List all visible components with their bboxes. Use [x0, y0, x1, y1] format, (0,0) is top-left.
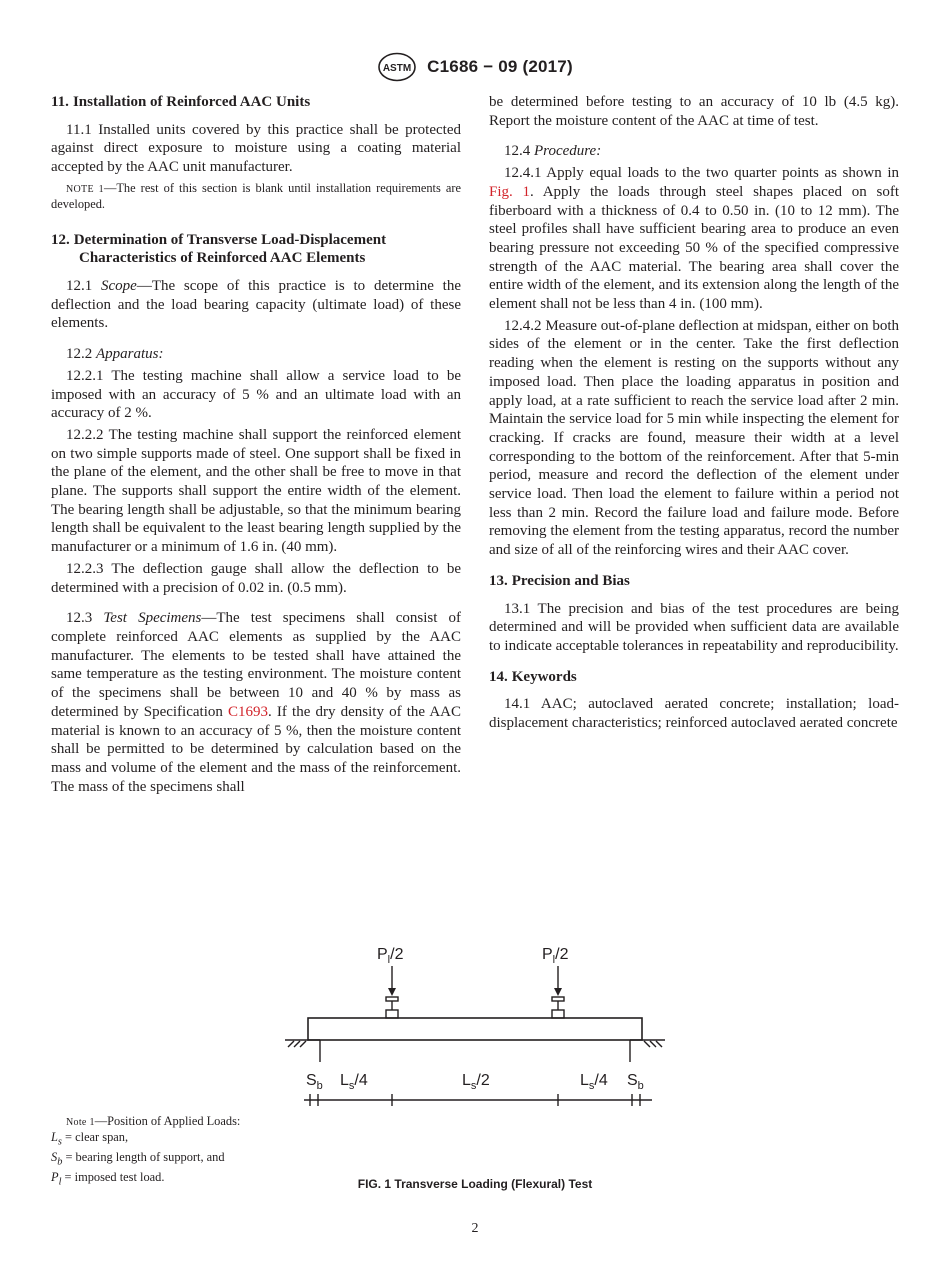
load-arrow-right	[552, 966, 564, 1018]
c1693-link[interactable]: C1693	[228, 703, 269, 720]
right-column	[489, 93, 899, 736]
load-label-left: $P_l/2$	[377, 946, 404, 966]
transverse-loading-diagram	[280, 940, 670, 1110]
dim-label-sb-left: $S_b$	[306, 1072, 323, 1092]
para-12-2: 12.2 Apparatus:	[66, 346, 164, 363]
para-14-1: 14.1 AAC; autoclaved aerated concrete; installation; load-displacement characteristics; reinforced autoclaved aerated concrete	[489, 696, 899, 732]
dim-label-ls4-right: $L_s/4$	[580, 1072, 608, 1092]
page-number: 2	[471, 1221, 479, 1236]
section-14-heading: 14. Keywords	[489, 668, 577, 685]
support-left	[285, 1040, 320, 1062]
dim-label-ls4-left: $L_s/4$	[340, 1072, 368, 1092]
note-11: NOTE 1—The rest of this section is blank until installation requirements are developed.	[51, 180, 461, 212]
para-12-4-1: 12.4.1 Apply equal loads to the two quarter points as shown in Fig. 1. Apply the loads through steel shapes placed on soft fiberboard with a thickness of 0.4 to 0.50 in. (10 to 12 mm). The steel profiles shall have sufficient bearing area to produce an even bearing pressure not exceeding 50 % of the specified compressive strength of the AAC material. The bearing area shall cover the entire width of the element, and its extension along the length of the element shall not be less than 4 in. (100 mm).	[489, 165, 899, 313]
para-13-1: 13.1 The precision and bias of the test procedures are being determined and will be provided when sufficient data are available to indicate acceptable tolerances in repeatability and reproducibility.	[489, 600, 899, 654]
dimension-line	[304, 1094, 652, 1106]
figure-note: Note 1—Position of Applied Loads: $L_s$ = clear span, $S_b$ = bearing length of support, and $P_l$ = imposed test load.	[51, 1114, 241, 1188]
para-12-4: 12.4 Procedure:	[504, 143, 602, 160]
load-label-right: $P_l/2$	[542, 946, 569, 966]
left-column	[51, 93, 461, 799]
page-header	[0, 52, 950, 86]
para-12-4-2: 12.4.2 Measure out-of-plane deflection at midspan, either on both sides of the element or in the center. Take the first deflection reading when the element is resting on the supports without any imposed load. Then place the loading apparatus in position and apply load, at a rate sufficient to reach the service load after 2 min. Maintain the service load for 5 min while inspecting the element for cracking. If cracks are found, measure their width at a level corresponding to the bottom of the reinforcement. After that 5-min period, measure and record the deflection of the element under service load. Then load the element to failure within a period not less than 2 min. Record the failure load and failure mode. Before removing the element from the testing apparatus, record the number and size of all of the reinforcing wires and their AAC cover.	[489, 317, 899, 559]
figure-caption: FIG. 1 Transverse Loading (Flexural) Test	[357, 1177, 593, 1191]
fig-1-link[interactable]: Fig. 1	[489, 183, 531, 200]
para-12-3-cont: be determined before testing to an accuracy of 10 lb (4.5 kg). Report the moisture content of the AAC at time of test.	[489, 94, 899, 129]
section-11-heading: 11. Installation of Reinforced AAC Units	[51, 94, 311, 110]
dim-label-ls2: $L_s/2$	[462, 1072, 490, 1092]
support-right	[630, 1040, 665, 1062]
para-12-2-2: 12.2.2 The testing machine shall support the reinforced element on two simple supports made of steel. One support shall be fixed in the plane of the element, and the other shall be free to move in that plane. The supports shall support the entire width of the element. The bearing length shall be adjustable, so that the minimum bearing length shall be equivalent to the least bearing length supplied by the manufacturer or a minimum of 1.6 in. (40 mm).	[51, 426, 461, 556]
aac-element-beam	[308, 1018, 642, 1040]
para-12-2-1: 12.2.1 The testing machine shall allow a service load to be imposed with an accuracy of 5 % and an ultimate load with an accuracy of 2 %.	[51, 367, 461, 422]
para-12-1: 12.1 Scope—The scope of this practice is to determine the deflection and the load bearing capacity (ultimate load) of these elements.	[51, 278, 461, 332]
para-12-3: 12.3 Test Specimens—The test specimens shall consist of complete reinforced AAC elements as supplied by the AAC manufacturer. The elements to be tested shall have attained the same temperature as the testing environment. The moisture content of the specimens shall be between 10 and 40 % by mass as determined by Specification C1693. If the dry density of the AAC material is known to an accuracy of 5 %, then the moisture content shall be permitted to be determined by calculation based on the mass and volume of the element and the mass of the reinforcement. The mass of the specimens shall	[51, 610, 462, 795]
astm-logo-icon	[377, 52, 417, 82]
section-13-heading: 13. Precision and Bias	[489, 572, 630, 589]
dim-label-sb-right: $S_b$	[627, 1072, 644, 1092]
svg-text:ASTM: ASTM	[383, 63, 412, 74]
para-11-1: 11.1 Installed units covered by this practice shall be protected against direct exposure to moisture using a coating material accepted by the AAC unit manufacturer.	[51, 121, 461, 176]
document-designation: C1686 − 09 (2017)	[427, 57, 573, 76]
section-12-heading: 12. Determination of Transverse Load-Displacement Characteristics of Reinforced AAC Elements	[51, 231, 387, 267]
load-arrow-left	[386, 966, 398, 1018]
para-12-2-3: 12.2.3 The deflection gauge shall allow the deflection to be determined with a precision of 0.02 in. (0.5 mm).	[51, 560, 461, 596]
